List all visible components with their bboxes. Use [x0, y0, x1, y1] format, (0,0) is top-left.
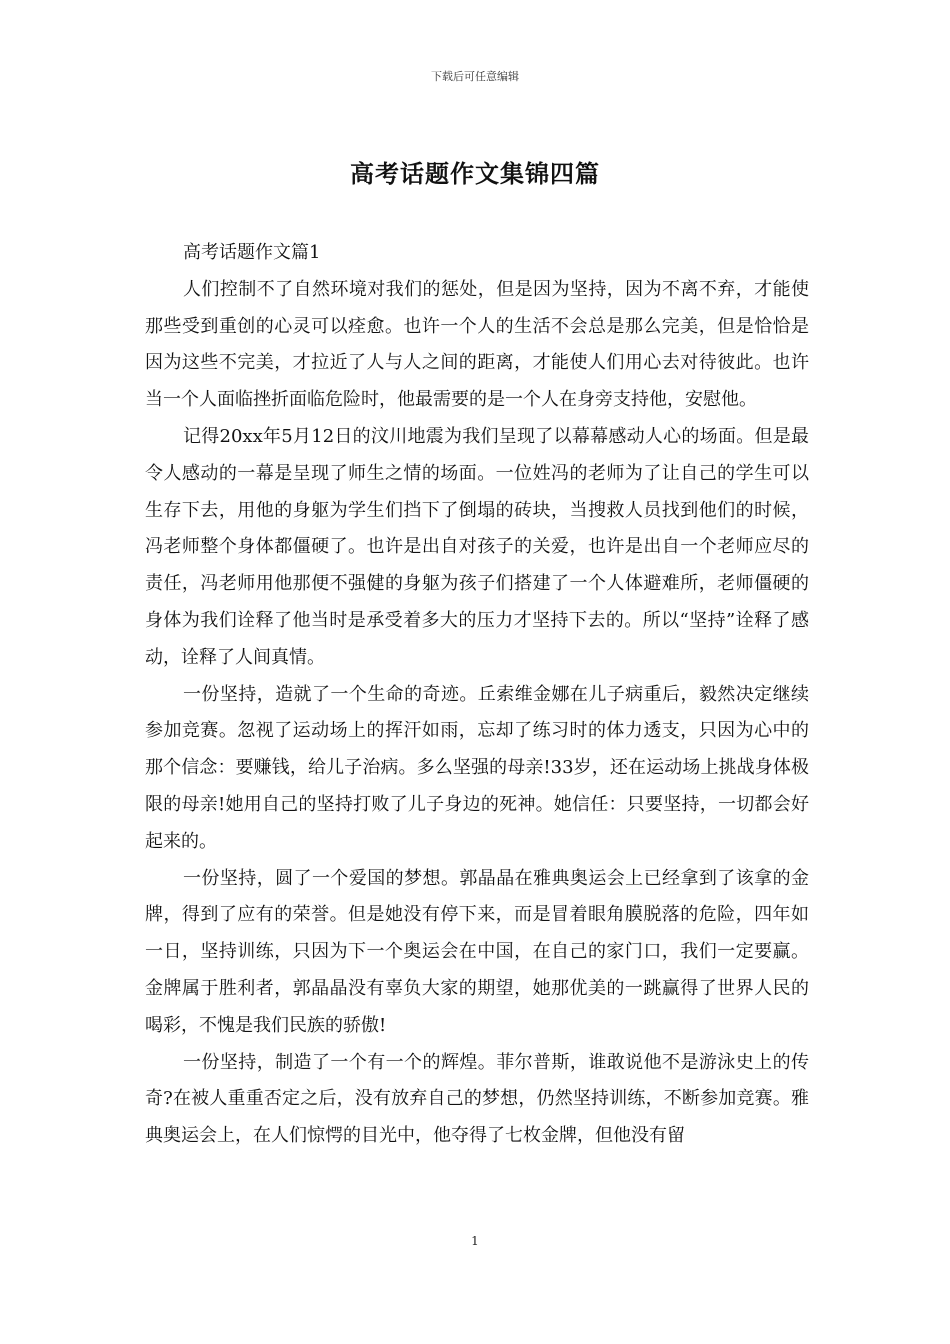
paragraph-1: 人们控制不了自然环境对我们的惩处，但是因为坚持，因为不离不弃，才能使那些受到重创的心灵可以痊愈。也许一个人的生活不会总是那么完美，但是恰恰是因为这些不完美，才拉近了人与人之间的距离，才能使人们用心去对待彼此。也许当一个人面临挫折面临危险时，他最需要的是一个人在身旁支持他，安慰他。 [145, 278, 809, 411]
page-number: 1 [471, 1234, 479, 1248]
paragraph-2: 记得20xx年5月12日的汶川地震为我们呈现了以幕幕感动人心的场面。但是最令人感动的一幕是呈现了师生之情的场面。一位姓冯的老师为了让自己的学生可以生存下去，用他的身躯为学生们挡下了倒塌的砖块，当搜救人员找到他们的时候，冯老师整个身体都僵硬了。也许是出自对孩子的关爱，也许是出自一个老师应尽的责任，冯老师用他那便不强健的身躯为孩子们搭建了一个人体避难所，老师僵硬的身体为我们诠释了他当时是承受着多大的压力才坚持下去的。所以“坚持”诠释了感动，诠释了人间真情。 [145, 425, 809, 668]
document-body [145, 235, 809, 1155]
paragraph-3: 一份坚持，造就了一个生命的奇迹。丘索维金娜在儿子病重后，毅然决定继续参加竞赛。忽视了运动场上的挥汗如雨，忘却了练习时的体力透支，只因为心中的那个信念：要赚钱，给儿子治病。多么坚强的母亲!33岁，还在运动场上挑战身体极限的母亲!她用自己的坚持打败了儿子身边的死神。她信任：只要坚持，一切都会好起来的。 [145, 683, 809, 852]
document-title: 高考话题作文集锦四篇 [350, 159, 600, 188]
paragraph-5: 一份坚持，制造了一个有一个的辉煌。菲尔普斯，谁敢说他不是游泳史上的传奇?在被人重重否定之后，没有放弃自己的梦想，仍然坚持训练，不断参加竞赛。雅典奥运会上，在人们惊愕的目光中，他夺得了七枚金牌，但他没有留 [145, 1051, 809, 1147]
paragraph-4: 一份坚持，圆了一个爱国的梦想。郭晶晶在雅典奥运会上已经拿到了该拿的金牌，得到了应有的荣誉。但是她没有停下来，而是冒着眼角膜脱落的危险，四年如一日，坚持训练，只因为下一个奥运会在中国，在自己的家门口，我们一定要赢。金牌属于胜利者，郭晶晶没有辜负大家的期望，她那优美的一跳赢得了世界人民的喝彩，不愧是我们民族的骄傲! [145, 867, 809, 1036]
header-note: 下载后可任意编辑 [431, 70, 519, 83]
section-heading: 高考话题作文篇1 [183, 242, 321, 263]
